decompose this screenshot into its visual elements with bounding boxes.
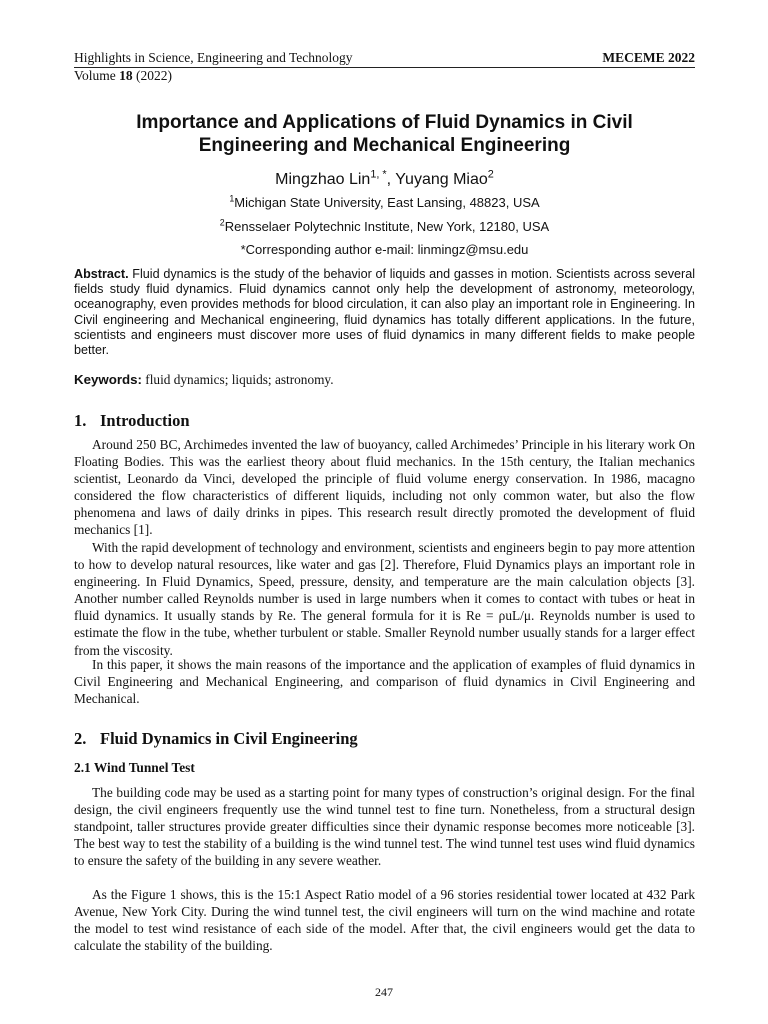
section-heading-introduction <box>74 411 695 431</box>
affiliation-1-mark: 1 <box>229 193 235 204</box>
section-number: 1. <box>74 411 87 430</box>
affiliation-1 <box>74 195 695 211</box>
volume-year: (2022) <box>132 68 173 83</box>
wind-tunnel-paragraph-1: The building code may be used as a starting point for many types of construction’s original design. For the final design, the civil engineers frequently use the wind tunnel test to fine turn. Nonetheless, from a structural design standpoint, taller structures provide greater difficulties since their dynamic response becomes more noticeable [3]. The best way to test the stability of a building is the wind tunnel test. The wind tunnel test uses wind fluid dynamics to ensure the safety of the building in any severe weather. <box>74 785 695 869</box>
title-line-2: Engineering and Mechanical Engineering <box>198 135 571 156</box>
section-title: Fluid Dynamics in Civil Engineering <box>100 729 358 748</box>
author-1-affil-mark: 1, * <box>370 168 387 181</box>
affiliation-2 <box>74 219 695 235</box>
subsection-heading-wind-tunnel: 2.1 Wind Tunnel Test <box>74 760 195 775</box>
journal-name: Highlights in Science, Engineering and Technology <box>74 50 353 65</box>
abstract-text: Fluid dynamics is the study of the behavior of liquids and gasses in motion. Scientists across several fields study fluid dynamics. Fluid dynamics cannot only help the development of astronomy, meteorology, oceanography, even provides methods for blood circulation, it can also play an important role in Engineering. In Civil engineering and Mechanical engineering, fluid dynamics has totally different applications. In the future, scientists and engineers must discover more uses of fluid dynamics in many different fields to make people better. <box>74 267 695 358</box>
abstract <box>74 267 695 358</box>
author-1: Mingzhao Lin <box>275 171 371 188</box>
section-number: 2. <box>74 729 87 748</box>
section-title: Introduction <box>100 411 190 430</box>
volume-number: 18 <box>119 68 133 83</box>
volume-prefix: Volume <box>74 68 120 83</box>
conference-name: MECEME 2022 <box>602 50 695 65</box>
affiliation-2-mark: 2 <box>219 217 225 228</box>
author-2: Yuyang Miao <box>395 171 488 188</box>
affiliation-1-text: Michigan State University, East Lansing, 48823, USA <box>234 195 540 210</box>
author-separator: , <box>386 171 396 188</box>
running-header <box>74 50 695 84</box>
keywords <box>74 372 695 388</box>
author-2-affil-mark: 2 <box>487 168 494 181</box>
intro-paragraph-2: With the rapid development of technology and environment, scientists and engineers begin to pay more attention to how to develop natural resources, like water and gas [2]. Therefore, Fluid Dynamics plays an important role in engineering. In Fluid Dynamics, Speed, pressure, density, and temperature are the main calculation objects [3]. Another number called Reynolds number is used in large numbers when it comes to contact with tubes or heat in fluid dynamics. It usually stands by Re. The general formula for it is Re = ρuL/μ. Reynolds number is used to estimate the flow in the tube, whether turbulent or stable. Smaller Reynold number usually stands for a larger effect from the viscosity. <box>74 540 695 658</box>
affiliation-2-text: Rensselaer Polytechnic Institute, New York, 12180, USA <box>224 219 550 234</box>
author-list <box>74 170 695 190</box>
keywords-label: Keywords: <box>74 372 142 387</box>
wind-tunnel-paragraph-2: As the Figure 1 shows, this is the 15:1 Aspect Ratio model of a 96 stories residential tower located at 432 Park Avenue, New York City. During the wind tunnel test, the civil engineers will turn on the wind machine and rotate the model to test wind resistance of each side of the model. After that, the civil engineers would get the data to calculate the stability of the building. <box>74 887 695 954</box>
abstract-label: Abstract. <box>74 267 129 281</box>
volume-line <box>74 68 695 84</box>
header-top-row <box>74 50 695 68</box>
corresponding-author: *Corresponding author e-mail: linmingz@msu.edu <box>240 242 529 257</box>
keywords-text: fluid dynamics; liquids; astronomy. <box>141 372 334 387</box>
title-line-1: Importance and Applications of Fluid Dynamics in Civil <box>136 112 633 133</box>
section-heading-civil-engineering <box>74 729 695 749</box>
page-number: 247 <box>375 985 393 999</box>
paper-title <box>74 111 695 157</box>
intro-paragraph-3: In this paper, it shows the main reasons of the importance and the application of examples of fluid dynamics in Civil Engineering and Mechanical Engineering, and comparison of fluid dynamics in Civil Engineering and Mechanical. <box>74 657 695 707</box>
intro-paragraph-1: Around 250 BC, Archimedes invented the law of buoyancy, called Archimedes’ Principle in his literary work On Floating Bodies. This was the earliest theory about fluid mechanics. In the 15th century, the Italian mechanics scientist, Leonardo da Vinci, developed the principle of fluid volume energy conservation. In 1986, macagno considered the flow characteristics of different liquids, including not only common water, but also the flow phenomena and laws of daily drinks in pipes. This research result directly promoted the development of fluid mechanics [1]. <box>74 437 695 538</box>
